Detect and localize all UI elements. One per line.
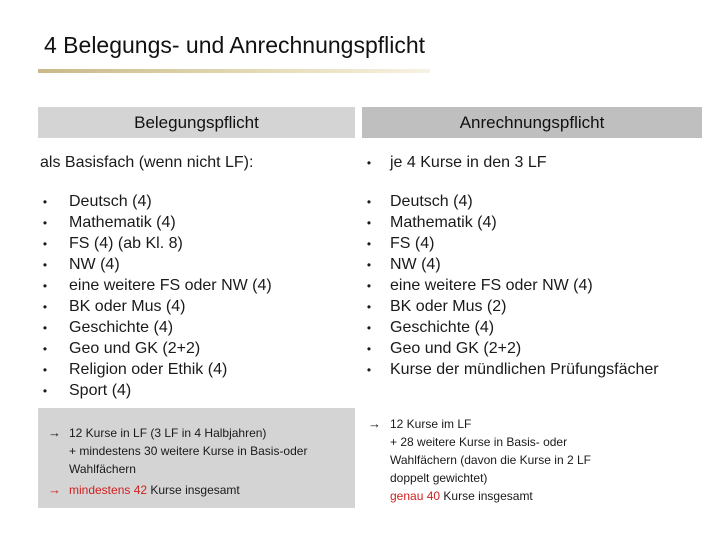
left-bullet-icon: • (42, 279, 48, 293)
right-list-item: Kurse der mündlichen Prüfungsfächer (390, 361, 659, 378)
left-bullet-icon: • (42, 258, 48, 272)
left-list-item: Geo und GK (2+2) (69, 340, 201, 357)
left-list-item: Religion oder Ethik (4) (69, 361, 228, 378)
left-list-item: Deutsch (4) (69, 193, 152, 210)
right-list-item: BK oder Mus (2) (390, 298, 507, 315)
right-bullet-icon: • (366, 237, 372, 251)
right-list-item: FS (4) (390, 235, 435, 252)
left-list-item: NW (4) (69, 256, 120, 273)
right-summary-line2: + 28 weitere Kurse in Basis- oder (390, 435, 568, 449)
right-bullet-icon: • (366, 216, 372, 230)
left-summary-line3: Wahlfächern (69, 462, 136, 476)
right-summary-line4: doppelt gewichtet) (390, 471, 488, 485)
left-total-highlight: mindestens 42 (69, 483, 148, 497)
title-underline (38, 69, 430, 73)
right-intro: je 4 Kurse in den 3 LF (390, 154, 547, 171)
left-bullet-icon: • (42, 300, 48, 314)
left-total-tail: Kurse insgesamt (147, 483, 240, 497)
left-bullet-icon: • (42, 321, 48, 335)
right-arrow-icon: → (368, 416, 381, 431)
left-bullet-icon: • (42, 384, 48, 398)
left-list-item: FS (4) (ab Kl. 8) (69, 235, 183, 252)
left-list-item: Sport (4) (69, 382, 132, 399)
right-list-item: eine weitere FS oder NW (4) (390, 277, 593, 294)
right-list-item: NW (4) (390, 256, 441, 273)
right-bullet-icon: • (366, 342, 372, 356)
left-bullet-icon: • (42, 216, 48, 230)
left-bullet-icon: • (42, 195, 48, 209)
right-bullet-icon: • (366, 195, 372, 209)
right-list-item: Geo und GK (2+2) (390, 340, 522, 357)
header-anrechnungspflicht: Anrechnungspflicht (362, 107, 702, 138)
right-list-item: Mathematik (4) (390, 214, 497, 231)
right-list-item: Geschichte (4) (390, 319, 495, 336)
right-summary-line1: 12 Kurse im LF (390, 417, 472, 431)
left-summary-total (69, 481, 240, 499)
left-bullet-icon: • (42, 342, 48, 356)
right-bullet-icon: • (366, 258, 372, 272)
right-bullet-icon: • (366, 279, 372, 293)
left-list-item: Geschichte (4) (69, 319, 174, 336)
right-summary-line3: Wahlfächern (davon die Kurse in 2 LF (390, 453, 591, 467)
left-list-item: eine weitere FS oder NW (4) (69, 277, 272, 294)
right-total-tail: Kurse insgesamt (440, 489, 533, 503)
right-intro-bullet: • (366, 156, 372, 170)
left-list-item: BK oder Mus (4) (69, 298, 186, 315)
left-summary-line2: + mindestens 30 weitere Kurse in Basis-oder (69, 444, 308, 458)
right-total-highlight: genau 40 (390, 489, 441, 503)
page-title: 4 Belegungs- und Anrechnungspflicht (44, 32, 426, 58)
left-bullet-icon: • (42, 363, 48, 377)
right-bullet-icon: • (366, 321, 372, 335)
right-list-item: Deutsch (4) (390, 193, 473, 210)
right-bullet-icon: • (366, 300, 372, 314)
left-intro: als Basisfach (wenn nicht LF): (40, 154, 254, 171)
left-summary-line1: 12 Kurse in LF (3 LF in 4 Halbjahren) (69, 426, 267, 440)
left-arrow-icon: → (48, 425, 61, 440)
right-bullet-icon: • (366, 363, 372, 377)
right-summary-total (390, 487, 533, 505)
left-arrow-red-icon: → (48, 482, 61, 497)
left-bullet-icon: • (42, 237, 48, 251)
left-list-item: Mathematik (4) (69, 214, 176, 231)
header-belegungspflicht: Belegungspflicht (38, 107, 355, 138)
